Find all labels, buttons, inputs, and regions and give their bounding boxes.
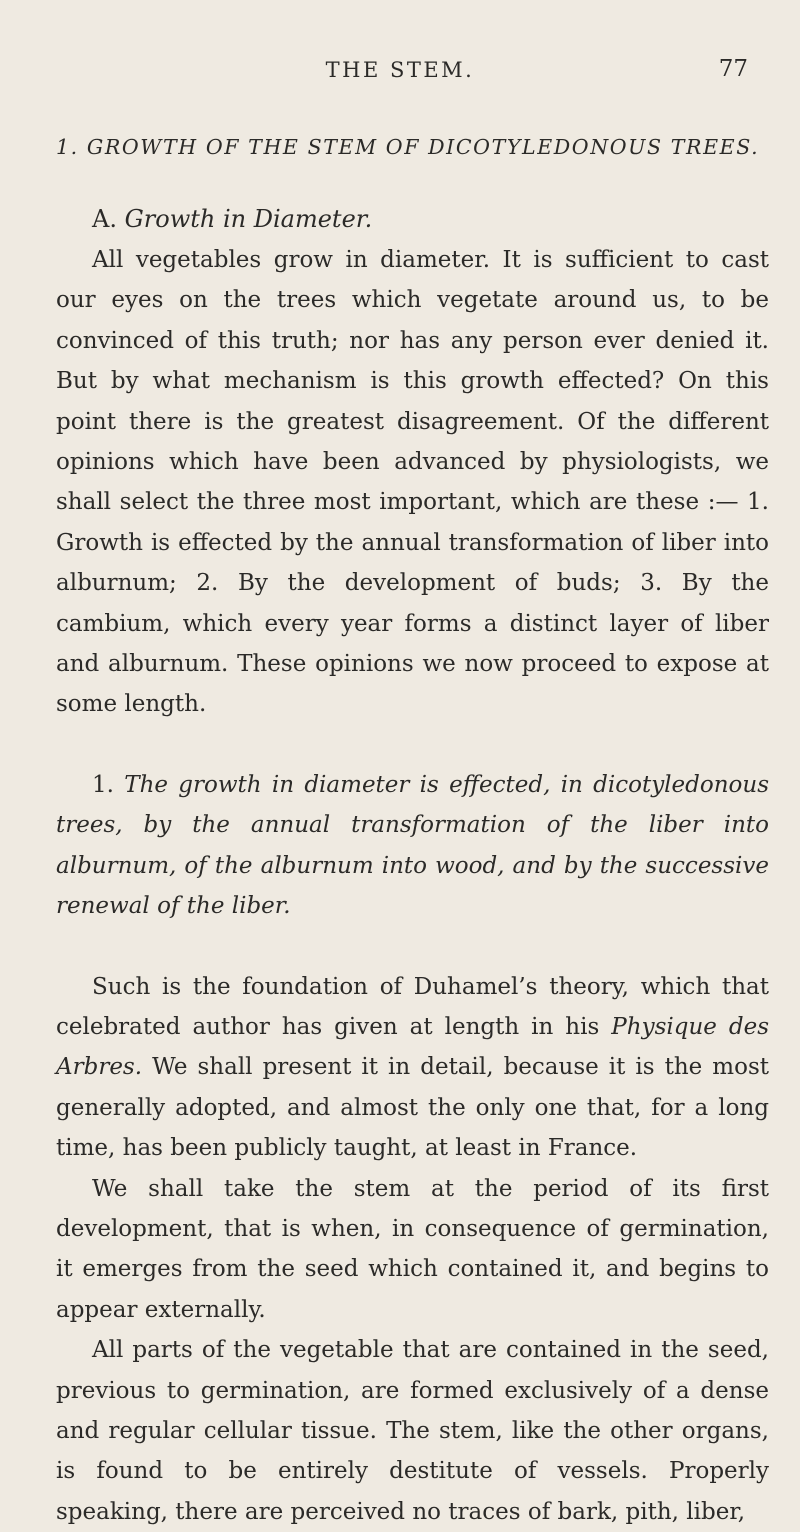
subsection-title-text: Growth in Diameter. <box>124 205 373 233</box>
paragraph-3-before: Such is the foundation of Duhamel’s theory, which that celebrated author has given at length in his <box>56 973 769 1040</box>
paragraph-5: All parts of the vegetable that are contained in the seed, previous to germination, are formed exclusively of a dense and regular cellular tissue. The stem, like the other organs, is found to be entirely destitute of vessels. Properly speaking, there are perceived no traces of bark, pith, liber, <box>56 1337 769 1525</box>
subsection-label: A. <box>92 205 117 233</box>
running-head: THE STEM. <box>325 58 475 82</box>
body-text <box>56 240 769 1532</box>
proposition-number: 1. <box>92 771 114 798</box>
paragraph-3-after: We shall present it in detail, because it is the most generally adopted, and almost the only one that, for a long time, has been publicly taught, at least in France. <box>56 1054 769 1162</box>
paragraph-3 <box>56 967 769 1169</box>
section-title: 1. GROWTH OF THE STEM OF DICOTYLEDONOUS TREES. <box>56 135 760 159</box>
paragraph-proposition <box>56 765 769 927</box>
book-title: Physique des Arbres. <box>56 1013 769 1081</box>
page-number: 77 <box>718 56 748 82</box>
paragraph-1: All vegetables grow in diameter. It is sufficient to cast our eyes on the trees which vegetate around us, to be convinced of this truth; nor has any person ever denied it. But by what mechanism is this growth effected? On this point there is the greatest disagreement. Of the different opinions which have been advanced by physiologists, we shall select the three most important, which are these :— 1. Growth is effected by the annual transformation of liber into alburnum; 2. By the development of buds; 3. By the cambium, which every year forms a distinct layer of liber and alburnum. These opinions we now proceed to expose at some length. <box>56 247 769 718</box>
subsection-title <box>92 205 372 233</box>
paragraph-4: We shall take the stem at the period of its first development, that is when, in consequence of germination, it emerges from the seed which contained it, and begins to appear externally. <box>56 1175 769 1323</box>
proposition-text: The growth in diameter is effected, in dicotyledonous trees, by the annual transformation of the liber into alburnum, of the alburnum into wood, and by the successive renewal of the liber. <box>56 771 769 920</box>
